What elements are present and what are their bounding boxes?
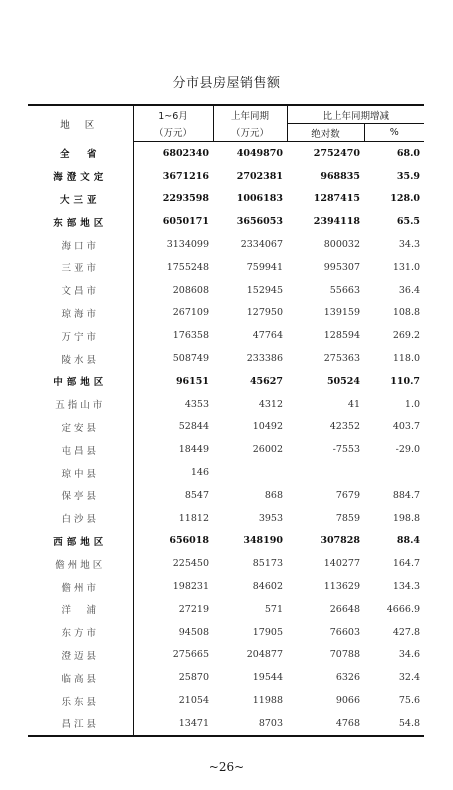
last-year-value: 4312 — [258, 398, 283, 410]
percent-change: -29.0 — [395, 444, 421, 456]
sales-table — [28, 104, 424, 737]
table-row — [28, 210, 424, 233]
percent-change: 88.4 — [396, 535, 421, 547]
last-year-value: 3953 — [258, 512, 283, 524]
absolute-change: 128594 — [323, 330, 360, 342]
period-value: 52844 — [178, 421, 209, 433]
last-year-value — [213, 461, 287, 484]
last-year-value: 85173 — [252, 558, 283, 570]
last-year-value: 571 — [264, 603, 283, 615]
period-value: 3134099 — [166, 239, 209, 251]
table-row — [28, 142, 424, 165]
last-year-value: 204877 — [246, 649, 283, 661]
period-value: 2293598 — [162, 193, 209, 205]
region-name: 陵水县 — [28, 347, 133, 370]
region-name: 万宁市 — [28, 324, 133, 347]
percent-change: 4666.9 — [386, 603, 421, 615]
region-name: 三亚市 — [28, 256, 133, 279]
region-name: 澄迈县 — [28, 644, 133, 667]
table-header — [28, 105, 424, 142]
absolute-change: 26648 — [329, 603, 360, 615]
table-row — [28, 438, 424, 461]
absolute-change: 7679 — [335, 489, 360, 501]
last-year-value: 84602 — [252, 581, 283, 593]
percent-change: 131.0 — [392, 261, 421, 273]
absolute-change: 139159 — [323, 307, 360, 319]
period-value: 96151 — [175, 375, 209, 387]
percent-change: 427.8 — [392, 626, 421, 638]
header-period: 1~6月 — [133, 105, 213, 124]
table-row — [28, 598, 424, 621]
region-name: 昌江县 — [28, 712, 133, 736]
last-year-value: 8703 — [213, 712, 287, 736]
last-year-value: 348190 — [243, 535, 283, 547]
absolute-change: 76603 — [329, 626, 360, 638]
period-value: 27219 — [178, 603, 209, 615]
last-year-value: 3656053 — [236, 216, 283, 228]
table-row — [28, 552, 424, 575]
region-name: 海澄文定 — [28, 165, 133, 188]
table-body — [28, 142, 424, 736]
percent-change: 54.8 — [364, 712, 424, 736]
percent-change — [364, 461, 424, 484]
last-year-value: 47764 — [252, 330, 283, 342]
period-value: 3671216 — [162, 170, 209, 182]
last-year-value: 2702381 — [236, 170, 283, 182]
table-row — [28, 712, 424, 736]
percent-change: 108.8 — [392, 307, 421, 319]
period-value: 11812 — [178, 512, 209, 524]
header-last-year: 上年同期 — [213, 105, 287, 124]
region-name: 西部地区 — [28, 530, 133, 553]
period-value: 6050171 — [162, 216, 209, 228]
header-percent: % — [364, 124, 424, 142]
absolute-change: 1287415 — [313, 193, 360, 205]
absolute-change: 55663 — [329, 284, 360, 296]
last-year-value: 2334067 — [240, 239, 283, 251]
table-row — [28, 370, 424, 393]
period-value: 275665 — [172, 649, 209, 661]
period-value: 225450 — [172, 558, 209, 570]
last-year-value: 759941 — [246, 261, 283, 273]
percent-change: 36.4 — [398, 284, 421, 296]
last-year-value: 1006183 — [236, 193, 283, 205]
period-value: 1755248 — [166, 261, 209, 273]
period-value: 6802340 — [162, 147, 209, 159]
percent-change: 164.7 — [392, 558, 421, 570]
absolute-change: 4768 — [287, 712, 364, 736]
last-year-value: 152945 — [246, 284, 283, 296]
region-name: 海口市 — [28, 233, 133, 256]
table-row — [28, 644, 424, 667]
absolute-change: 113629 — [323, 581, 360, 593]
period-value: 25870 — [178, 672, 209, 684]
table-row — [28, 256, 424, 279]
table-row — [28, 689, 424, 712]
last-year-value: 17905 — [252, 626, 283, 638]
absolute-change: 275363 — [323, 353, 360, 365]
percent-change: 110.7 — [390, 375, 421, 387]
region-name: 琼中县 — [28, 461, 133, 484]
header-last-year-unit: （万元） — [213, 124, 287, 142]
period-value: 8547 — [184, 489, 209, 501]
region-name: 白沙县 — [28, 507, 133, 530]
percent-change: 32.4 — [398, 672, 421, 684]
period-value: 198231 — [172, 581, 209, 593]
absolute-change: 995307 — [323, 261, 360, 273]
region-name: 东部地区 — [28, 210, 133, 233]
table-row — [28, 302, 424, 325]
region-name: 儋州地区 — [28, 552, 133, 575]
region-name: 儋州市 — [28, 575, 133, 598]
period-value: 21054 — [178, 695, 209, 707]
region-name: 中部地区 — [28, 370, 133, 393]
period-value: 176358 — [172, 330, 209, 342]
region-name: 乐东县 — [28, 689, 133, 712]
absolute-change: 307828 — [320, 535, 360, 547]
last-year-value: 10492 — [252, 421, 283, 433]
table-row — [28, 233, 424, 256]
percent-change: 128.0 — [390, 193, 421, 205]
table-title: 分市县房屋销售额 — [172, 76, 281, 91]
region-name: 文昌市 — [28, 279, 133, 302]
region-name: 屯昌县 — [28, 438, 133, 461]
table-row — [28, 461, 424, 484]
last-year-value: 11988 — [252, 695, 283, 707]
absolute-change: 50524 — [326, 375, 360, 387]
absolute-change: 42352 — [329, 421, 360, 433]
last-year-value: 4049870 — [236, 147, 283, 159]
last-year-value: 127950 — [246, 307, 283, 319]
absolute-change: 9066 — [335, 695, 360, 707]
percent-change: 35.9 — [396, 170, 421, 182]
header-period-unit: （万元） — [133, 124, 213, 142]
region-name: 全 省 — [28, 142, 133, 165]
region-name: 临高县 — [28, 666, 133, 689]
table-row — [28, 575, 424, 598]
last-year-value: 233386 — [246, 353, 283, 365]
percent-change: 75.6 — [398, 695, 421, 707]
absolute-change: 800032 — [323, 239, 360, 251]
last-year-value: 19544 — [252, 672, 283, 684]
table-row — [28, 416, 424, 439]
last-year-value: 868 — [264, 489, 283, 501]
table-row — [28, 530, 424, 553]
absolute-change: 41 — [347, 398, 360, 410]
table-row — [28, 621, 424, 644]
percent-change: 68.0 — [396, 147, 421, 159]
percent-change: 269.2 — [392, 330, 421, 342]
table-row — [28, 165, 424, 188]
percent-change: 134.3 — [392, 581, 421, 593]
absolute-change: 6326 — [335, 672, 360, 684]
region-name: 定安县 — [28, 416, 133, 439]
percent-change: 198.8 — [392, 512, 421, 524]
absolute-change: 70788 — [329, 649, 360, 661]
absolute-change: 2752470 — [313, 147, 360, 159]
table-row — [28, 666, 424, 689]
period-value: 4353 — [184, 398, 209, 410]
percent-change: 65.5 — [396, 216, 421, 228]
period-value: 208608 — [172, 284, 209, 296]
region-name: 五指山市 — [28, 393, 133, 416]
table-row — [28, 393, 424, 416]
region-name: 保亭县 — [28, 484, 133, 507]
absolute-change: -7553 — [332, 444, 360, 456]
region-name: 东方市 — [28, 621, 133, 644]
period-value: 656018 — [169, 535, 209, 547]
table-row — [28, 484, 424, 507]
last-year-value: 26002 — [252, 444, 283, 456]
region-name: 洋 浦 — [28, 598, 133, 621]
table-row — [28, 507, 424, 530]
table-row — [28, 188, 424, 211]
region-name: 琼海市 — [28, 302, 133, 325]
table-row — [28, 347, 424, 370]
period-value: 267109 — [172, 307, 209, 319]
absolute-change: 140277 — [323, 558, 360, 570]
percent-change: 34.6 — [398, 649, 421, 661]
last-year-value: 45627 — [249, 375, 283, 387]
period-value: 13471 — [133, 712, 213, 736]
period-value: 94508 — [178, 626, 209, 638]
absolute-change — [287, 461, 364, 484]
percent-change: 884.7 — [392, 489, 421, 501]
absolute-change: 7859 — [335, 512, 360, 524]
table-row — [28, 324, 424, 347]
percent-change: 34.3 — [398, 239, 421, 251]
header-region: 地 区 — [28, 105, 133, 142]
percent-change: 118.0 — [392, 353, 421, 365]
period-value: 146 — [190, 467, 209, 479]
period-value: 508749 — [172, 353, 209, 365]
percent-change: 1.0 — [404, 398, 421, 410]
percent-change: 403.7 — [392, 421, 421, 433]
period-value: 18449 — [178, 444, 209, 456]
table-row — [28, 279, 424, 302]
absolute-change: 968835 — [320, 170, 360, 182]
header-absolute: 绝对数 — [287, 124, 364, 142]
page-number: ~26~ — [208, 760, 245, 774]
absolute-change: 2394118 — [313, 216, 360, 228]
header-change: 比上年同期增减 — [287, 105, 424, 124]
region-name: 大三亚 — [28, 188, 133, 211]
